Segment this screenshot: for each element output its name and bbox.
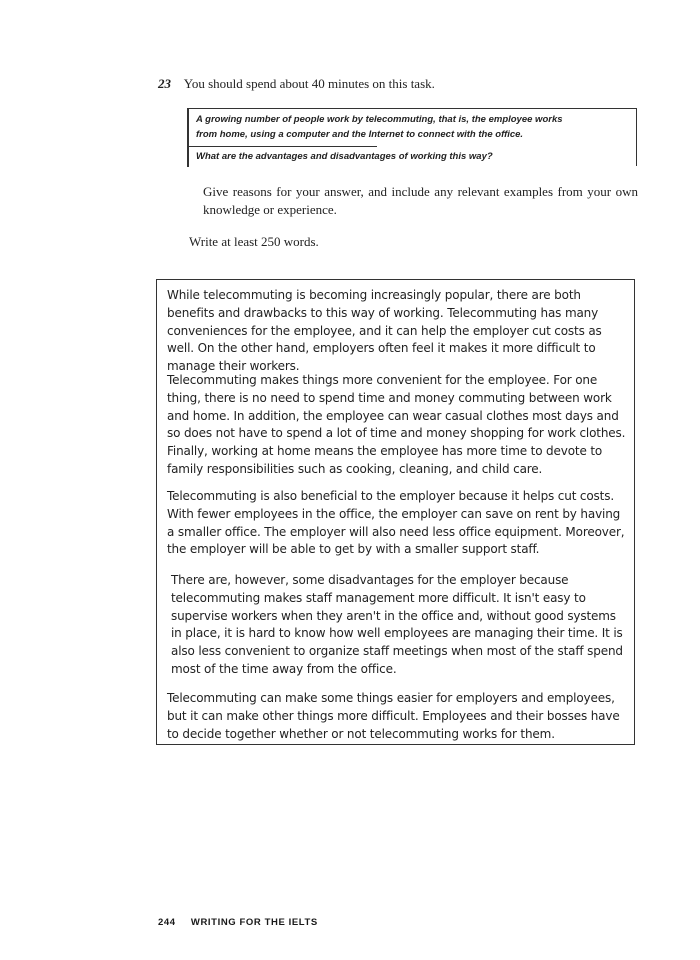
- task-number: 23: [158, 76, 171, 91]
- task-prompt-box: [187, 108, 637, 166]
- prompt-line-1: A growing number of people work by telecommuting, that is, the employee works: [196, 114, 563, 125]
- prompt-line-2: from home, using a computer and the Internet to connect with the office.: [196, 129, 524, 140]
- model-essay-box: [156, 279, 635, 745]
- task-guidance: Give reasons for your answer, and include any relevant examples from your own knowledge or experience.: [203, 184, 638, 217]
- essay-paragraph-5: Telecommuting can make some things easier for employers and employees, but it can make other things more difficult. Employees and their bosses have to decide together whether or not telecommuting works for them.: [167, 691, 620, 741]
- essay-paragraph-1: While telecommuting is becoming increasingly popular, there are both benefits and drawbacks to this way of working. Telecommuting has many conveniences for the employee, and it can help the employer cut costs as well. On the other hand, employers often feel it makes it more difficult to manage their workers.: [167, 288, 602, 374]
- task-time-instruction: You should spend about 40 minutes on this task.: [183, 76, 435, 91]
- page-number: 244: [158, 917, 176, 928]
- essay-paragraph-4: There are, however, some disadvantages for the employer because telecommuting makes staff management more difficult. It isn't easy to supervise workers when they aren't in the office and, without good systems in place, it is hard to know how well employees are managing their time. It is also less convenient to organize staff meetings when most of the staff spend most of the time away from the office.: [171, 573, 623, 676]
- task-instruction: [158, 76, 435, 92]
- prompt-question: What are the advantages and disadvantages of working this way?: [196, 151, 493, 162]
- page-footer: [158, 917, 318, 928]
- book-title: WRITING FOR THE IELTS: [190, 917, 318, 928]
- essay-paragraph-2: Telecommuting makes things more convenient for the employee. For one thing, there is no need to spend time and money commuting between work and home. In addition, the employee can wear casual clothes most days and so does not have to spend a lot of time and money shopping for work clothes. Finally, working at home means the employee has more time to devote to family responsibilities such as cooking, cleaning, and child care.: [167, 373, 626, 476]
- essay-paragraph-3: Telecommuting is also beneficial to the employer because it helps cut costs. With fewer employees in the office, the employer can save on rent by having a smaller office. The employer will also need less office equipment. Moreover, the employer will be able to get by with a smaller support staff.: [167, 489, 625, 557]
- word-count-instruction: Write at least 250 words.: [189, 234, 319, 249]
